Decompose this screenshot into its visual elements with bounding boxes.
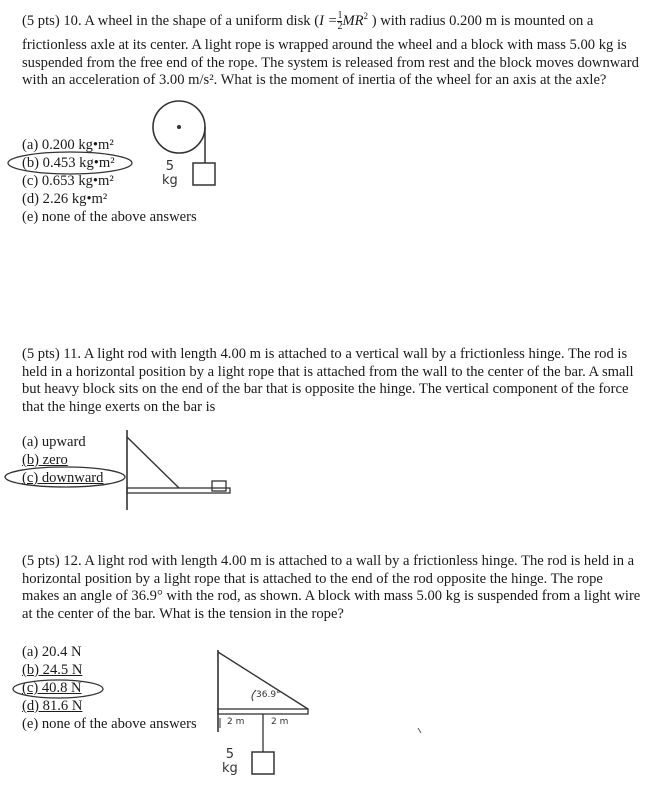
q12-option-b[interactable]: (b) 24.5 N — [22, 662, 83, 678]
q12-left-length: 2 m — [227, 717, 245, 727]
q10-fraction: $\frac{1}{2}$ — [337, 10, 343, 33]
q12-option-e[interactable]: (e) none of the above answers — [22, 716, 197, 732]
block-icon — [252, 752, 274, 774]
q10-option-a[interactable]: (a) 0.200 kg•m² — [22, 137, 114, 153]
q12-right-length: 2 m — [271, 717, 289, 727]
q10-option-b[interactable]: (b) 0.453 kg•m² — [22, 155, 115, 171]
rod-bar — [218, 709, 308, 714]
stray-mark — [418, 728, 421, 733]
q10-mass-note: 5 kg — [162, 159, 178, 188]
q10-body: frictionless axle at its center. A light rope is wrapped around the wheel and a block with mass 5.00 kg is suspended from the free end of the rope. The system is released from rest and the block moves downward with an acceleration of 3.00 m/s². What is the moment of inertia of the wheel for an axis at the axle? — [22, 37, 639, 89]
q12-option-d[interactable]: (d) 81.6 N — [22, 698, 83, 714]
q11-option-a[interactable]: (a) upward — [22, 434, 86, 450]
q11-option-b[interactable]: (b) zero — [22, 452, 68, 468]
q10-option-d[interactable]: (d) 2.26 kg•m² — [22, 191, 108, 207]
q11-text: (5 pts) 11. A light rod with length 4.00 m is attached to a vertical wall by a frictionless hinge. The rod is held in a horizontal position by a light rope that is attached from the wall to the center of the bar. A small but heavy block sits on the end of the bar that is opposite the hinge. The vertical component of the force that the hinge exerts on the bar is — [22, 346, 634, 415]
q12-answer-circle — [13, 680, 103, 698]
q12-option-a[interactable]: (a) 20.4 N — [22, 644, 82, 660]
rope-line — [218, 652, 308, 709]
q12-mass-note: 5 kg — [222, 747, 238, 776]
q10-option-e[interactable]: (e) none of the above answers — [22, 209, 197, 225]
q10-first-line: (5 pts) 10. A wheel in the shape of a uniform disk (I = $\frac{1}{2}$ $MR^2$ ) with radius 0.200 m is mounted on a — [22, 10, 594, 33]
q12-angle-note: 36.9° — [256, 690, 281, 700]
q10-option-c[interactable]: (c) 0.653 kg•m² — [22, 173, 114, 189]
q11-option-c[interactable]: (c) downward — [22, 470, 104, 486]
q12-option-c[interactable]: (c) 40.8 N — [22, 680, 82, 696]
q12-text: (5 pts) 12. A light rod with length 4.00 m is attached to a wall by a frictionless hinge. The rod is held in a horizontal position by a light rope that is attached to the end of the rod opposite the hinge. The rope makes an angle of 36.9° with the rod, as shown. A block with mass 5.00 kg is suspended from a light wire at the center of the bar. What is the tension in the rope? — [22, 553, 641, 622]
